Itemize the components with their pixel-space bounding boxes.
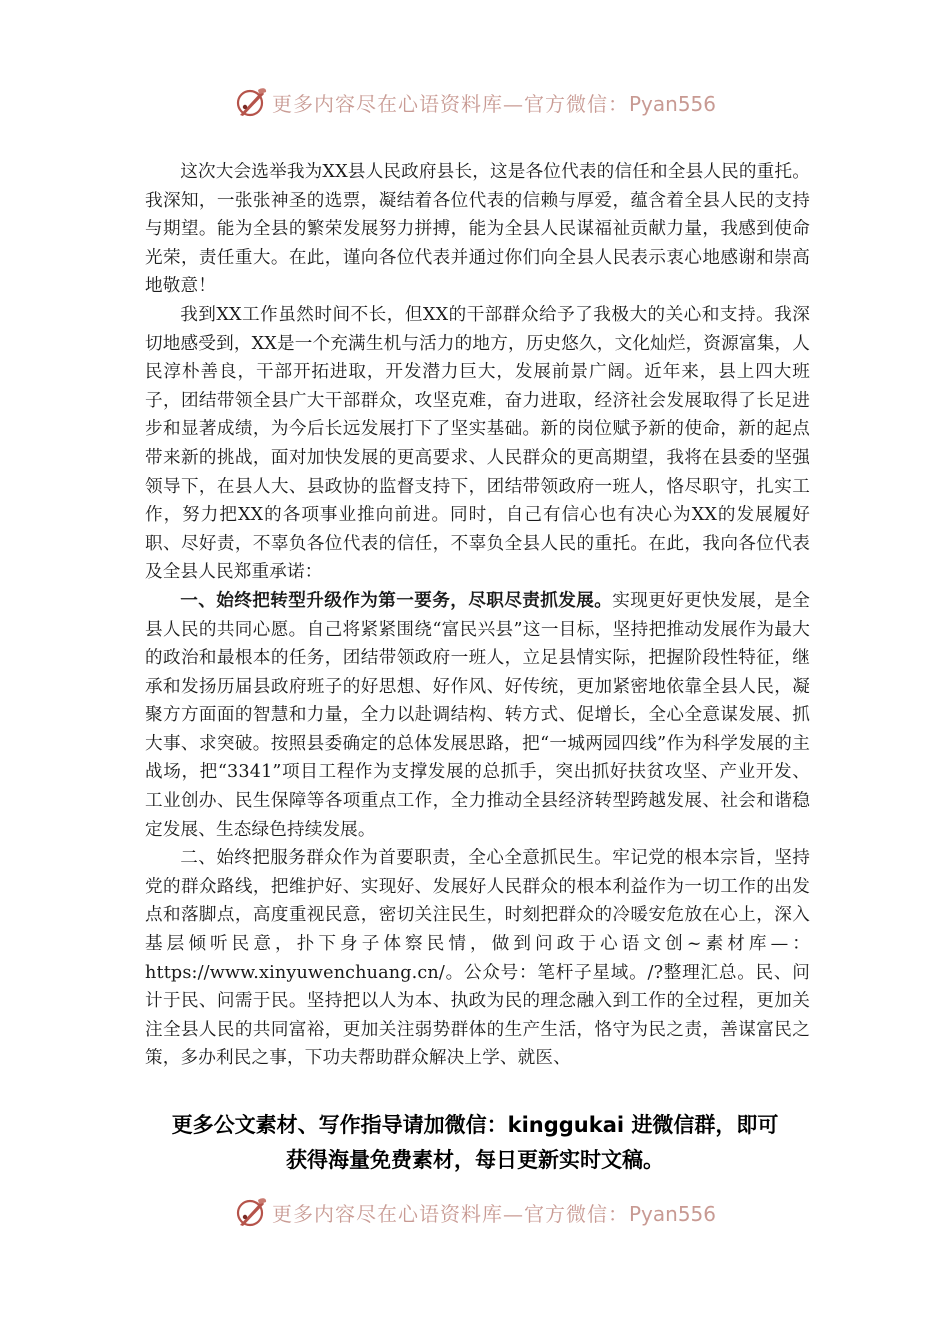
paragraph-4-text: 二、始终把服务群众作为首要职责，全心全意抓民生。牢记党的根本宗旨，坚持党的群众路线，把维护好、实现好、发展好人民群众的根本利益作为一切工作的出发点和落脚点，高度重视民意，密切关注民生，时刻把群众的冷暖安危放在心上，深入基层倾听民意，扑下身子体察民情，做到问政于心语文创~素材库—：https://www.xinyuwenchuang.cn/。公众号：笔杆子星域。/?整理汇总。民、问计于民、问需于民。坚持把以人为本、执政为民的理念融入到工作的全过程，更加关注全县人民的共同富裕，更加关注弱势群体的生产生活，恪守为民之责，善谋富民之策，多办利民之事，下功夫帮助群众解决上学、就医、 xyxy=(145,848,810,1069)
paragraph-1 xyxy=(145,158,810,301)
banner-official-text: 官方微信： xyxy=(523,91,629,116)
paragraph-1-text: 这次大会选举我为XX县人民政府县长，这是各位代表的信任和全县人民的重托。我深知，一张张神圣的选票，凝结着各位代表的信赖与厚爱，蕴含着全县人民的支持与期望。能为全县的繁荣发展努力拼搏，能为全县人民谋福祉贡献力量，我感到使命光荣，责任重大。在此，谨向各位代表并通过你们向全县人民表示衷心地感谢和崇高地敬意！ xyxy=(145,162,810,297)
promo-line-1: 更多公文素材、写作指导请加微信：kinggukai 进微信群，即可 xyxy=(171,1113,779,1137)
paragraph-3-lead: 一、始终把转型升级作为第一要务，尽职尽责抓发展。 xyxy=(180,589,613,611)
banner-dash: — xyxy=(502,91,524,116)
banner-main-text: 更多内容尽在心语资料库 xyxy=(271,91,503,116)
paragraph-2 xyxy=(145,301,810,587)
banner-wechat-id: Pyan556 xyxy=(628,1201,716,1226)
banner-dash: — xyxy=(502,1201,524,1226)
banner-official-text: 官方微信： xyxy=(523,1201,629,1226)
paragraph-3 xyxy=(145,587,810,844)
paragraph-2-text: 我到XX工作虽然时间不长，但XX的干部群众给予了我极大的关心和支持。我深切地感受到，XX是一个充满生机与活力的地方，历史悠久，文化灿烂，资源富集，人民淳朴善良，干部开拓进取，开发潜力巨大，发展前景广阔。近年来，县上四大班子，团结带领全县广大干部群众，攻坚克难，奋力进取，经济社会发展取得了长足进步和显著成绩，为今后长远发展打下了坚实基础。新的岗位赋予新的使命，新的起点带来新的挑战，面对加快发展的更高要求、人民群众的更高期望，我将在县委的坚强领导下，在县人大、县政协的监督支持下，团结带领政府一班人，恪尽职守，扎实工作，努力把XX的各项事业推向前进。同时，自己有信心也有决心为XX的发展履好职、尽好责，不辜负各位代表的信任，不辜负全县人民的重托。在此，我向各位代表及全县人民郑重承诺： xyxy=(145,304,810,583)
paragraph-3-text: 实现更好更快发展，是全县人民的共同心愿。自己将紧紧围绕“富民兴县”这一目标，坚持把推动发展作为最大的政治和最根本的任务，团结带领政府一班人，立足县情实际，把握阶段性特征，继承和发扬历届县政府班子的好思想、好作风、好传统，更加紧密地依靠全县人民，凝聚方方面面的智慧和力量，全力以赴调结构、转方式、促增长，全心全意谋发展、抓大事、求突破。按照县委确定的总体发展思路，把“一城两园四线”作为科学发展的主战场，把“3341”项目工程作为支撑发展的总抓手，突出抓好扶贫攻坚、产业开发、工业创办、民生保障等各项重点工作，全力推动全县经济转型跨越发展、社会和谐稳定发展、生态绿色持续发展。 xyxy=(145,590,810,840)
header-banner xyxy=(0,82,950,122)
banner-text xyxy=(272,1198,716,1227)
paragraph-4 xyxy=(145,844,810,1073)
promo-line-2: 获得海量免费素材，每日更新实时文稿。 xyxy=(286,1148,664,1172)
banner-text xyxy=(272,88,716,117)
banner-main-text: 更多内容尽在心语资料库 xyxy=(271,1201,503,1226)
promo-notice xyxy=(0,1108,950,1178)
banner-wechat-id: Pyan556 xyxy=(628,91,716,116)
quill-pen-icon xyxy=(234,85,268,119)
document-body xyxy=(145,158,810,1073)
footer-banner xyxy=(0,1192,950,1232)
quill-pen-icon xyxy=(234,1195,268,1229)
